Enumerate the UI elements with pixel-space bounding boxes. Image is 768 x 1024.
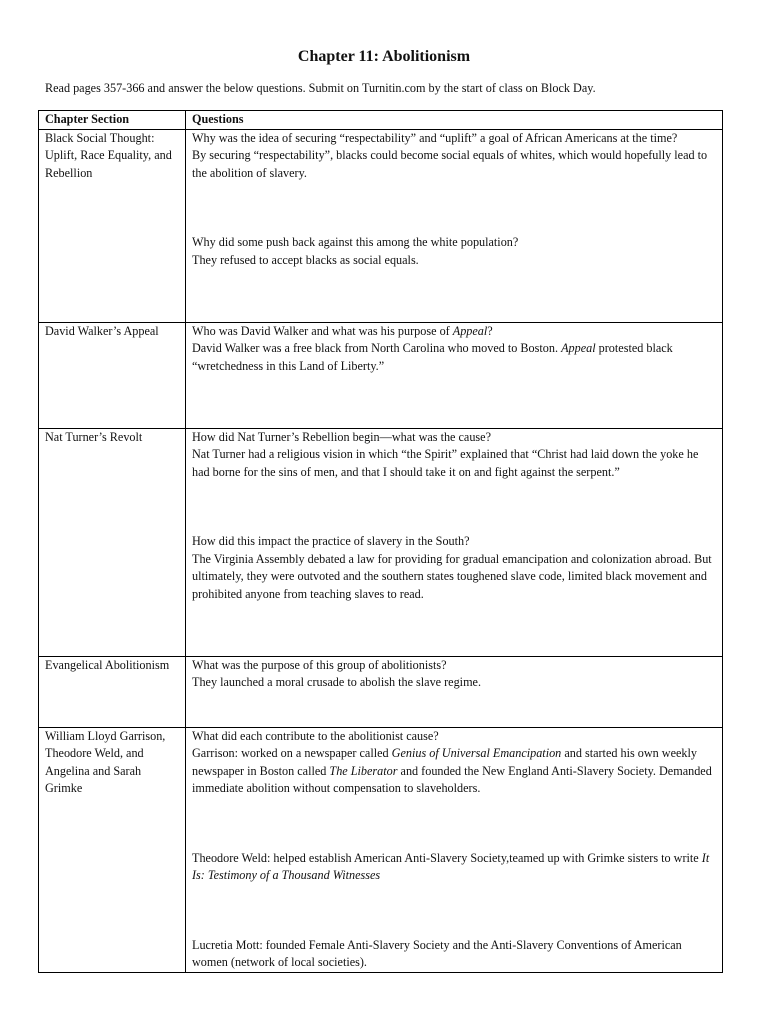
questions-cell	[186, 129, 723, 322]
question-text: How did this impact the practice of slavery in the South?	[192, 534, 470, 548]
questions-cell	[186, 727, 723, 972]
table-row	[39, 428, 723, 656]
question-text: How did Nat Turner’s Rebellion begin—what was the cause?	[192, 429, 491, 444]
section-cell: Evangelical Abolitionism	[39, 656, 186, 727]
question-text: Why did some push back against this among the white population?	[192, 235, 519, 249]
table-row	[39, 129, 723, 322]
question-text: What did each contribute to the abolitionist cause?	[192, 728, 439, 743]
answer-text: Lucretia Mott: founded Female Anti-Slavery Society and the Anti-Slavery Conventions of American women (network of local societies).	[192, 937, 682, 969]
section-cell: Nat Turner’s Revolt	[39, 428, 186, 656]
answer-text: Theodore Weld: helped establish American Anti-Slavery Society,teamed up with Grimke sisters to write It Is: Testimony of a Thousand Witnesses	[192, 850, 710, 882]
table-row	[39, 727, 723, 972]
section-cell: William Lloyd Garrison, Theodore Weld, and Angelina and Sarah Grimke	[39, 727, 186, 972]
answer-text: They refused to accept blacks as social equals.	[192, 252, 419, 267]
table-row	[39, 656, 723, 727]
questions-table	[38, 110, 723, 973]
section-cell: David Walker’s Appeal	[39, 322, 186, 428]
header-questions: Questions	[186, 111, 723, 130]
header-chapter-section: Chapter Section	[39, 111, 186, 130]
question-text: What was the purpose of this group of abolitionists?	[192, 657, 447, 672]
table-row	[39, 322, 723, 428]
questions-cell	[186, 428, 723, 656]
section-cell: Black Social Thought: Uplift, Race Equality, and Rebellion	[39, 129, 186, 322]
answer-text: Garrison: worked on a newspaper called Genius of Universal Emancipation and started his own weekly newspaper in Boston called The Liberator and founded the New England Anti-Slavery Society. Demanded immediate abolition without compensation to slaveholders.	[192, 746, 712, 795]
answer-text: David Walker was a free black from North Carolina who moved to Boston. Appeal protested black “wretchedness in this Land of Liberty.”	[192, 341, 673, 373]
question-text: Why was the idea of securing “respectability” and “uplift” a goal of African Americans at the time?	[192, 130, 678, 145]
answer-text: The Virginia Assembly debated a law for providing for gradual emancipation and colonization abroad. But ultimately, they were outvoted and the southern states toughened slave code, limited black movement and prohibited anyone from teaching slaves to read.	[192, 551, 712, 601]
question-text: Who was David Walker and what was his purpose of Appeal?	[192, 323, 493, 338]
answer-text: By securing “respectability”, blacks could become social equals of whites, which would hopefully lead to the abolition of slavery.	[192, 148, 708, 180]
questions-cell	[186, 322, 723, 428]
page-title: Chapter 11: Abolitionism	[297, 48, 471, 65]
questions-cell	[186, 656, 723, 727]
answer-text: Nat Turner had a religious vision in which “the Spirit” explained that “Christ had laid down the yoke he had borne for the sins of men, and that I should take it on and fight against the serpent.”	[192, 447, 699, 479]
answer-text: They launched a moral crusade to abolish the slave regime.	[192, 675, 482, 689]
instructions-text: Read pages 357-366 and answer the below questions. Submit on Turnitin.com by the start of class on Block Day.	[45, 81, 596, 95]
table-header-row	[39, 111, 723, 130]
